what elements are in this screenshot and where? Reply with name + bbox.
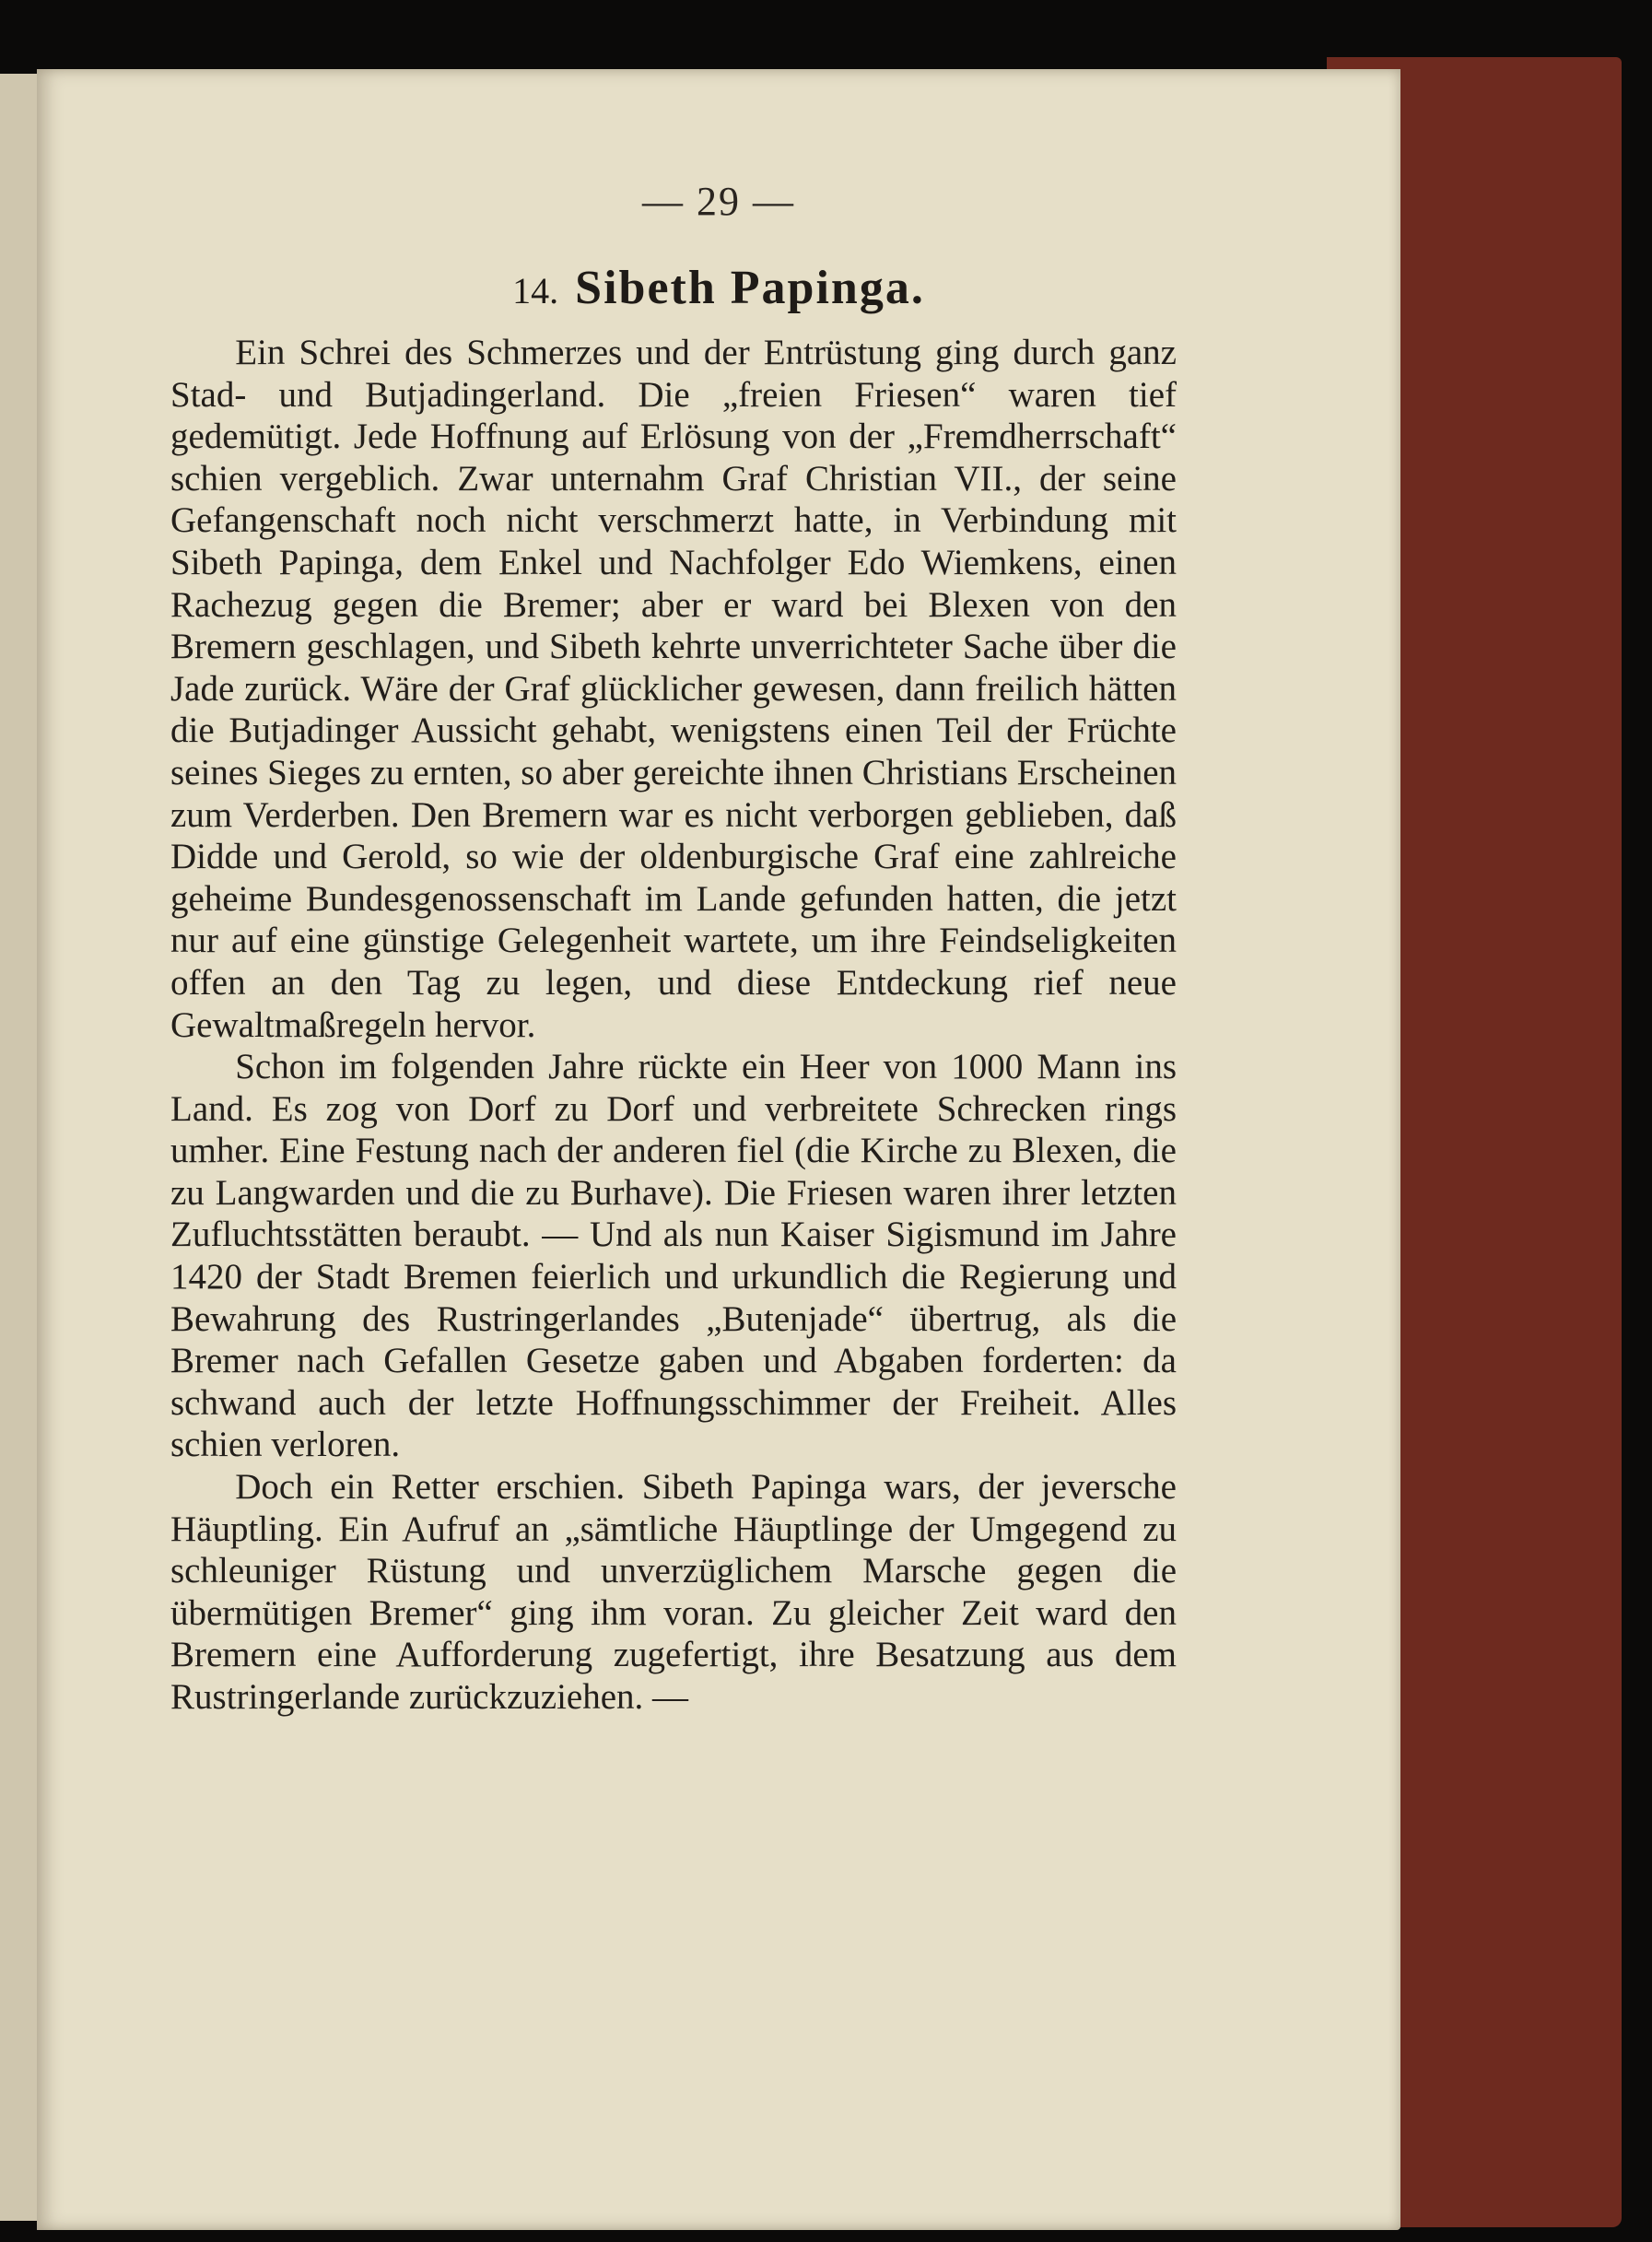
section-title: Sibeth Papinga.	[575, 262, 925, 314]
paragraph-2: Schon im folgenden Jahre rückte ein Heer von 1000 Mann ins Land. Es zog von Dorf zu Dorf und verbreitete Schrecken rings umher. Eine Festung nach der anderen fiel (die Kirche zu Blexen, die zu Langwarden und die zu Burhave). Die Friesen waren ihrer letzten Zufluchtsstätten beraubt. — Und als nun Kaiser Sigismund im Jahre 1420 der Stadt Bremen feierlich und urkundlich die Regierung und Bewahrung des Rustringerlandes „Butenjade“ übertrug, als die Bremer nach Gefallen Gesetze gaben und Abgaben forderten: da schwand auch der letzte Hoffnungsschimmer der Freiheit. Alles schien verloren.	[170, 1047, 1177, 1465]
body-text	[170, 332, 1177, 1719]
previous-page-edge	[0, 74, 39, 2221]
paragraph-3: Doch ein Retter erschien. Sibeth Papinga wars, der jeversche Häuptling. Ein Aufruf an „sämtliche Häuptlinge der Umgegend zu schleuniger Rüstung und unverzüglichem Marsche gegen die übermütigen Bremer“ ging ihm voran. Zu gleicher Zeit ward den Bremern eine Aufforderung zugefertigt, ihre Besatzung aus dem Rustringerlande zurückzuziehen. —	[170, 1467, 1177, 1717]
page-number: — 29 —	[642, 179, 795, 224]
paragraph-1: Ein Schrei des Schmerzes und der Entrüstung ging durch ganz Stad- und Butjadingerland. Die „freien Friesen“ waren tief gedemütigt. Jede Hoffnung auf Erlösung von der „Fremdherrschaft“ schien vergeblich. Zwar unternahm Graf Christian VII., der seine Gefangenschaft noch nicht verschmerzt hatte, in Verbindung mit Sibeth Papinga, dem Enkel und Nachfolger Edo Wiemkens, einen Rachezug gegen die Bremer; aber er ward bei Blexen von den Bremern geschlagen, und Sibeth kehrte unverrichteter Sache über die Jade zurück. Wäre der Graf glücklicher gewesen, dann freilich hätten die Butjadinger Aussicht gehabt, wenigstens einen Teil der Früchte seines Sieges zu ernten, so aber gereichte ihnen Christians Erscheinen zum Verderben. Den Bremern war es nicht verborgen geblieben, daß Didde und Gerold, so wie der oldenburgische Graf eine zahlreiche geheime Bundesgenossenschaft im Lande gefunden hatten, die jetzt nur auf eine günstige Gelegenheit wartete, um ihre Feindseligkeiten offen an den Tag zu legen, und diese Entdeckung rief neue Gewaltmaßregeln hervor.	[170, 333, 1177, 1045]
section-heading	[37, 261, 1400, 315]
book-page	[37, 69, 1400, 2230]
section-number: 14.	[512, 270, 559, 311]
